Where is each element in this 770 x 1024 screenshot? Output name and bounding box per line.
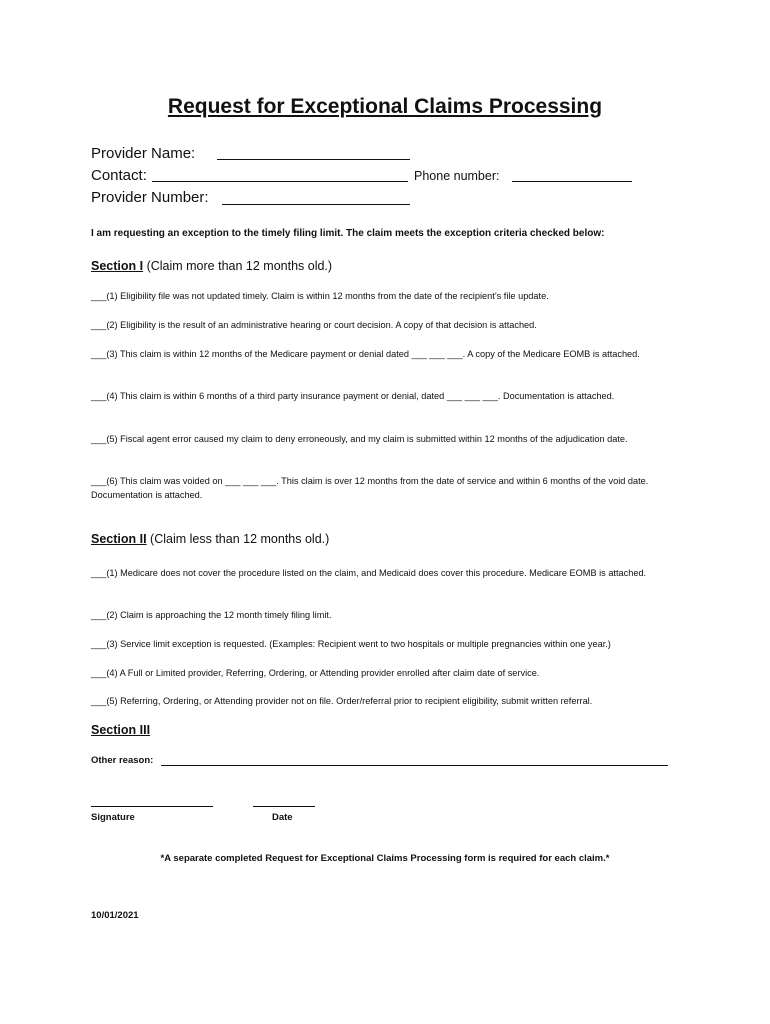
section-2-title: Section II <box>91 532 147 546</box>
signature-label: Signature <box>91 812 135 823</box>
contact-field[interactable] <box>152 181 408 182</box>
provider-name-label: Provider Name: <box>91 145 196 162</box>
section-1-item-1[interactable]: ___(1) Eligibility file was not updated timely. Claim is within 12 months from the date of the recipient’s file update. <box>91 291 549 301</box>
section-2-item-1[interactable]: ___(1) Medicare does not cover the procedure listed on the claim, and Medicaid does cover this procedure. Medicare EOMB is attached. <box>91 568 647 578</box>
section-1-heading <box>91 259 332 273</box>
intro-text: I am requesting an exception to the timely filing limit. The claim meets the exception criteria checked below: <box>91 228 605 239</box>
section-2-item-5[interactable]: ___(5) Referring, Ordering, or Attending provider not on file. Order/referral prior to recipient eligibility, submit written referral. <box>91 696 593 706</box>
other-reason-label: Other reason: <box>91 755 154 766</box>
phone-number-label: Phone number: <box>414 169 500 183</box>
section-3-heading: Section III <box>91 723 151 737</box>
section-1-item-4[interactable]: ___(4) This claim is within 6 months of a third party insurance payment or denial, dated ___ ___ ___. Documentation is attached. <box>91 391 615 401</box>
date-label: Date <box>272 812 293 823</box>
form-note: *A separate completed Request for Exceptional Claims Processing form is required for each claim.* <box>160 853 610 864</box>
section-2-item-2[interactable]: ___(2) Claim is approaching the 12 month timely filing limit. <box>91 610 332 620</box>
signature-line[interactable] <box>91 806 213 807</box>
section-1-subtitle: (Claim more than 12 months old.) <box>143 259 333 273</box>
section-1-item-2[interactable]: ___(2) Eligibility is the result of an administrative hearing or court decision. A copy of that decision is attached. <box>91 320 537 330</box>
phone-number-field[interactable] <box>512 181 632 182</box>
contact-label: Contact: <box>91 167 147 184</box>
provider-number-field[interactable] <box>222 204 410 205</box>
section-2-heading <box>91 532 329 546</box>
section-2-item-3[interactable]: ___(3) Service limit exception is requested. (Examples: Recipient went to two hospitals or multiple pregnancies within one year.) <box>91 639 611 649</box>
section-2-subtitle: (Claim less than 12 months old.) <box>146 532 330 546</box>
date-line[interactable] <box>253 806 315 807</box>
section-2-item-4[interactable]: ___(4) A Full or Limited provider, Referring, Ordering, or Attending provider enrolled after claim date of service. <box>91 668 540 678</box>
other-reason-field[interactable] <box>161 765 668 766</box>
page-title: Request for Exceptional Claims Processing <box>167 95 603 118</box>
section-1-title: Section I <box>91 259 144 273</box>
section-1-item-3[interactable]: ___(3) This claim is within 12 months of the Medicare payment or denial dated ___ ___ ___. A copy of the Medicare EOMB is attached. <box>91 349 640 359</box>
section-1-item-6[interactable]: ___(6) This claim was voided on ___ ___ ___. This claim is over 12 months from the date of service and within 6 months of the void date. Documentation is attached. <box>91 476 649 500</box>
provider-name-field[interactable] <box>217 159 410 160</box>
provider-number-label: Provider Number: <box>91 189 209 206</box>
section-1-item-5[interactable]: ___(5) Fiscal agent error caused my claim to deny erroneously, and my claim is submitted within 12 months of the adjudication date. <box>91 434 628 444</box>
form-revision-date: 10/01/2021 <box>91 910 139 921</box>
